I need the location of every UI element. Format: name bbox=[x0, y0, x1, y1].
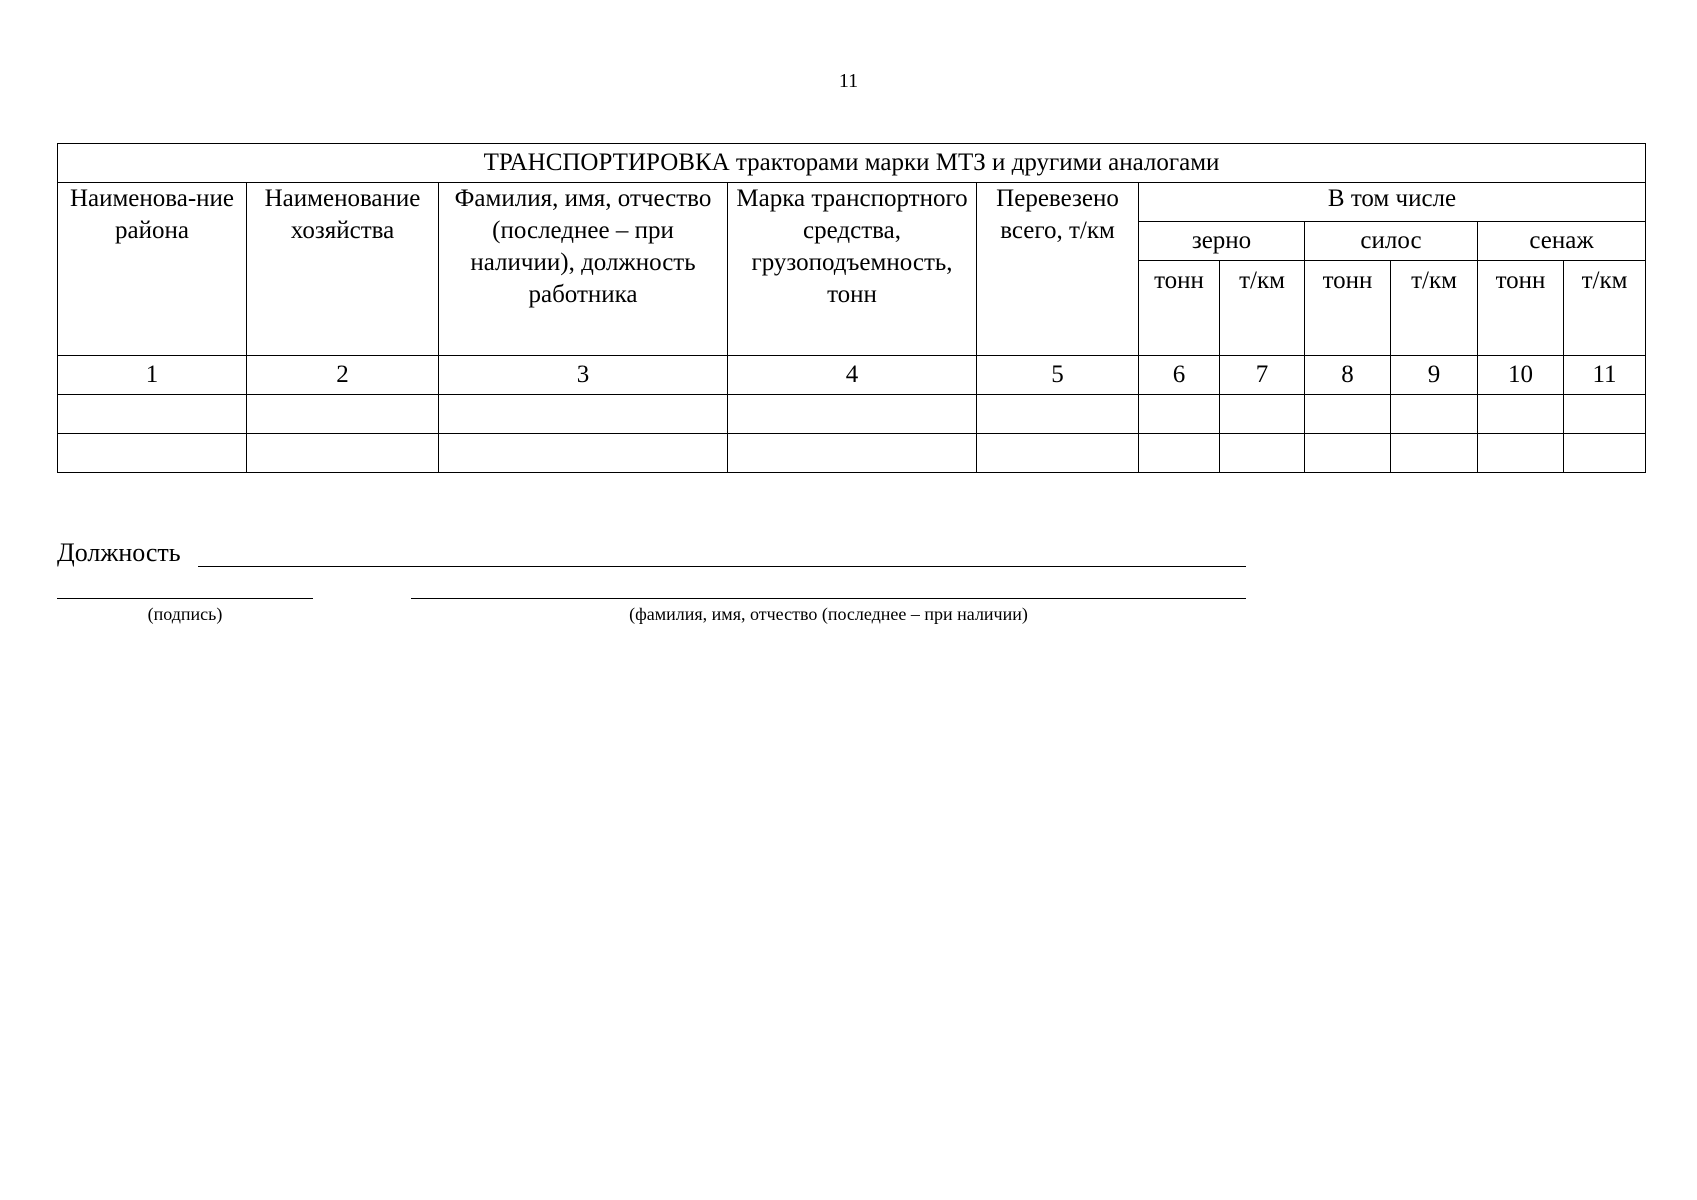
empty-cell[interactable] bbox=[1139, 434, 1220, 473]
empty-cell[interactable] bbox=[1305, 395, 1391, 434]
full-name-caption: (фамилия, имя, отчество (последнее – при наличии) bbox=[629, 604, 1028, 624]
column-number: 3 bbox=[439, 356, 728, 395]
table-row bbox=[58, 395, 1646, 434]
header-farm: Наименование хозяйства bbox=[247, 183, 439, 356]
empty-cell[interactable] bbox=[977, 395, 1139, 434]
unit-cell: т/км bbox=[1220, 261, 1305, 356]
header-including: В том числе bbox=[1139, 183, 1646, 222]
column-number: 9 bbox=[1391, 356, 1478, 395]
subheader-silage: силос bbox=[1305, 222, 1478, 261]
empty-cell[interactable] bbox=[58, 395, 247, 434]
position-field[interactable] bbox=[198, 566, 1246, 567]
unit-cell: т/км bbox=[1564, 261, 1646, 356]
empty-cell[interactable] bbox=[247, 395, 439, 434]
empty-cell[interactable] bbox=[1391, 434, 1478, 473]
page-number: 11 bbox=[838, 70, 859, 92]
unit-cell: тонн bbox=[1305, 261, 1391, 356]
header-district: Наименова-ние района bbox=[58, 183, 247, 356]
signature-caption: (подпись) bbox=[147, 604, 223, 624]
subheader-haylage: сенаж bbox=[1478, 222, 1646, 261]
column-number: 11 bbox=[1564, 356, 1646, 395]
empty-cell[interactable] bbox=[1139, 395, 1220, 434]
empty-cell[interactable] bbox=[439, 434, 728, 473]
empty-cell[interactable] bbox=[1220, 395, 1305, 434]
column-numbers-row bbox=[58, 356, 1646, 395]
empty-cell[interactable] bbox=[58, 434, 247, 473]
subheader-grain: зерно bbox=[1139, 222, 1305, 261]
table-title: ТРАНСПОРТИРОВКА тракторами марки МТЗ и другими аналогами bbox=[58, 144, 1646, 183]
column-number: 4 bbox=[728, 356, 977, 395]
column-number: 6 bbox=[1139, 356, 1220, 395]
empty-cell[interactable] bbox=[1478, 434, 1564, 473]
full-name-field[interactable] bbox=[411, 598, 1246, 599]
empty-cell[interactable] bbox=[1564, 434, 1646, 473]
header-row bbox=[58, 183, 1646, 222]
table-row bbox=[58, 434, 1646, 473]
unit-cell: т/км bbox=[1391, 261, 1478, 356]
column-number: 8 bbox=[1305, 356, 1391, 395]
empty-cell[interactable] bbox=[439, 395, 728, 434]
empty-cell[interactable] bbox=[728, 395, 977, 434]
empty-cell[interactable] bbox=[247, 434, 439, 473]
column-number: 1 bbox=[58, 356, 247, 395]
table-title-row bbox=[58, 144, 1646, 183]
unit-cell: тонн bbox=[1139, 261, 1220, 356]
empty-cell[interactable] bbox=[977, 434, 1139, 473]
transport-report-table bbox=[57, 143, 1646, 473]
column-number: 10 bbox=[1478, 356, 1564, 395]
header-vehicle: Марка транспортного средства, грузоподъемность, тонн bbox=[728, 183, 977, 356]
empty-cell[interactable] bbox=[1305, 434, 1391, 473]
empty-cell[interactable] bbox=[728, 434, 977, 473]
header-employee: Фамилия, имя, отчество (последнее – при наличии), должность работника bbox=[439, 183, 728, 356]
column-number: 5 bbox=[977, 356, 1139, 395]
header-total: Перевезено всего, т/км bbox=[977, 183, 1139, 356]
empty-cell[interactable] bbox=[1220, 434, 1305, 473]
empty-cell[interactable] bbox=[1564, 395, 1646, 434]
empty-cell[interactable] bbox=[1391, 395, 1478, 434]
position-label: Должность bbox=[57, 538, 181, 567]
empty-cell[interactable] bbox=[1478, 395, 1564, 434]
signature-field[interactable] bbox=[57, 598, 313, 599]
column-number: 2 bbox=[247, 356, 439, 395]
column-number: 7 bbox=[1220, 356, 1305, 395]
unit-cell: тонн bbox=[1478, 261, 1564, 356]
